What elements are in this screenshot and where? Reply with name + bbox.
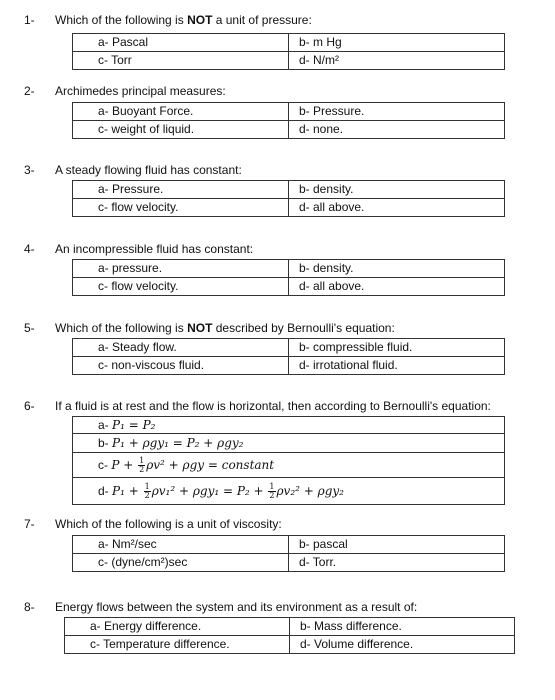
formula-c: P + $\frac{1}{2}$ ρv² + ρgy = constant bbox=[111, 456, 275, 474]
options-table bbox=[72, 102, 505, 139]
fraction-one-half: $\frac{1}{2}$ bbox=[139, 456, 145, 474]
option-d[interactable]: d- none. bbox=[289, 121, 505, 139]
question-text: An incompressible fluid has constant: bbox=[55, 242, 254, 256]
option-d[interactable]: d- P₁ + $\frac{1}{2}$ ρv₁² + ρgy₁ = P₂ + $\frac{1}{2}$ ρv₂² + ρgy₂ bbox=[73, 478, 505, 505]
question-number: 2- bbox=[24, 84, 35, 98]
formula-b: P₁ + ρgy₁ = P₂ + ρgy₂ bbox=[112, 436, 244, 450]
option-b[interactable]: b- P₁ + ρgy₁ = P₂ + ρgy₂ bbox=[73, 434, 505, 453]
question-text: A steady flowing fluid has constant: bbox=[55, 163, 242, 177]
option-a[interactable]: a- Pascal bbox=[73, 34, 289, 52]
question-number: 7- bbox=[24, 517, 35, 531]
option-a[interactable]: a- Energy difference. bbox=[65, 618, 290, 636]
option-b[interactable]: b- compressible fluid. bbox=[289, 339, 505, 357]
option-c[interactable]: c- Torr bbox=[73, 52, 289, 70]
option-a[interactable]: a- pressure. bbox=[73, 260, 289, 278]
option-d[interactable]: d- all above. bbox=[289, 199, 505, 217]
formula-d: P₁ + $\frac{1}{2}$ ρv₁² + ρgy₁ = P₂ + $\frac{1}{2}$ ρv₂² + ρgy₂ bbox=[112, 482, 344, 500]
options-table bbox=[72, 535, 505, 572]
question-text: Which of the following is a unit of viscosity: bbox=[55, 517, 282, 531]
option-d[interactable]: d- N/m² bbox=[289, 52, 505, 70]
formula-options-table bbox=[72, 416, 505, 505]
option-a[interactable]: a- Nm²/sec bbox=[73, 536, 289, 554]
options-table bbox=[72, 33, 505, 70]
option-b[interactable]: b- density. bbox=[289, 181, 505, 199]
option-a[interactable]: a- Steady flow. bbox=[73, 339, 289, 357]
option-d[interactable]: d- Volume difference. bbox=[290, 636, 515, 654]
question-text: Which of the following is NOT described by Bernoulli's equation: bbox=[55, 321, 395, 335]
option-c[interactable]: c- flow velocity. bbox=[73, 199, 289, 217]
option-c[interactable]: c- flow velocity. bbox=[73, 278, 289, 296]
option-c[interactable]: c- weight of liquid. bbox=[73, 121, 289, 139]
question-text: Energy flows between the system and its environment as a result of: bbox=[55, 600, 418, 614]
option-a[interactable]: a- Pressure. bbox=[73, 181, 289, 199]
question-number: 3- bbox=[24, 163, 35, 177]
question-number: 5- bbox=[24, 321, 35, 335]
option-a[interactable]: a- P₁ = P₂ bbox=[73, 417, 505, 434]
options-table bbox=[72, 338, 505, 375]
options-table bbox=[72, 180, 505, 217]
option-b[interactable]: b- Mass difference. bbox=[290, 618, 515, 636]
question-text: If a fluid is at rest and the flow is horizontal, then according to Bernoulli's equation: bbox=[55, 399, 491, 413]
option-b[interactable]: b- Pressure. bbox=[289, 103, 505, 121]
option-b[interactable]: b- m Hg bbox=[289, 34, 505, 52]
question-number: 6- bbox=[24, 399, 35, 413]
question-number: 4- bbox=[24, 242, 35, 256]
options-table bbox=[64, 617, 515, 654]
question-text: Which of the following is NOT a unit of pressure: bbox=[55, 13, 312, 27]
option-b[interactable]: b- pascal bbox=[289, 536, 505, 554]
fraction-one-half: $\frac{1}{2}$ bbox=[144, 482, 150, 500]
question-text: Archimedes principal measures: bbox=[55, 84, 226, 98]
fraction-one-half: $\frac{1}{2}$ bbox=[269, 482, 275, 500]
question-number: 1- bbox=[24, 13, 35, 27]
option-d[interactable]: d- all above. bbox=[289, 278, 505, 296]
option-c[interactable]: c- (dyne/cm²)sec bbox=[73, 554, 289, 572]
option-d[interactable]: d- Torr. bbox=[289, 554, 505, 572]
option-d[interactable]: d- irrotational fluid. bbox=[289, 357, 505, 375]
option-c[interactable]: c- Temperature difference. bbox=[65, 636, 290, 654]
option-b[interactable]: b- density. bbox=[289, 260, 505, 278]
option-a[interactable]: a- Buoyant Force. bbox=[73, 103, 289, 121]
option-c[interactable]: c- P + $\frac{1}{2}$ ρv² + ρgy = constant bbox=[73, 453, 505, 478]
question-number: 8- bbox=[24, 600, 35, 614]
options-table bbox=[72, 259, 505, 296]
formula-a: P₁ = P₂ bbox=[112, 418, 156, 432]
option-c[interactable]: c- non-viscous fluid. bbox=[73, 357, 289, 375]
